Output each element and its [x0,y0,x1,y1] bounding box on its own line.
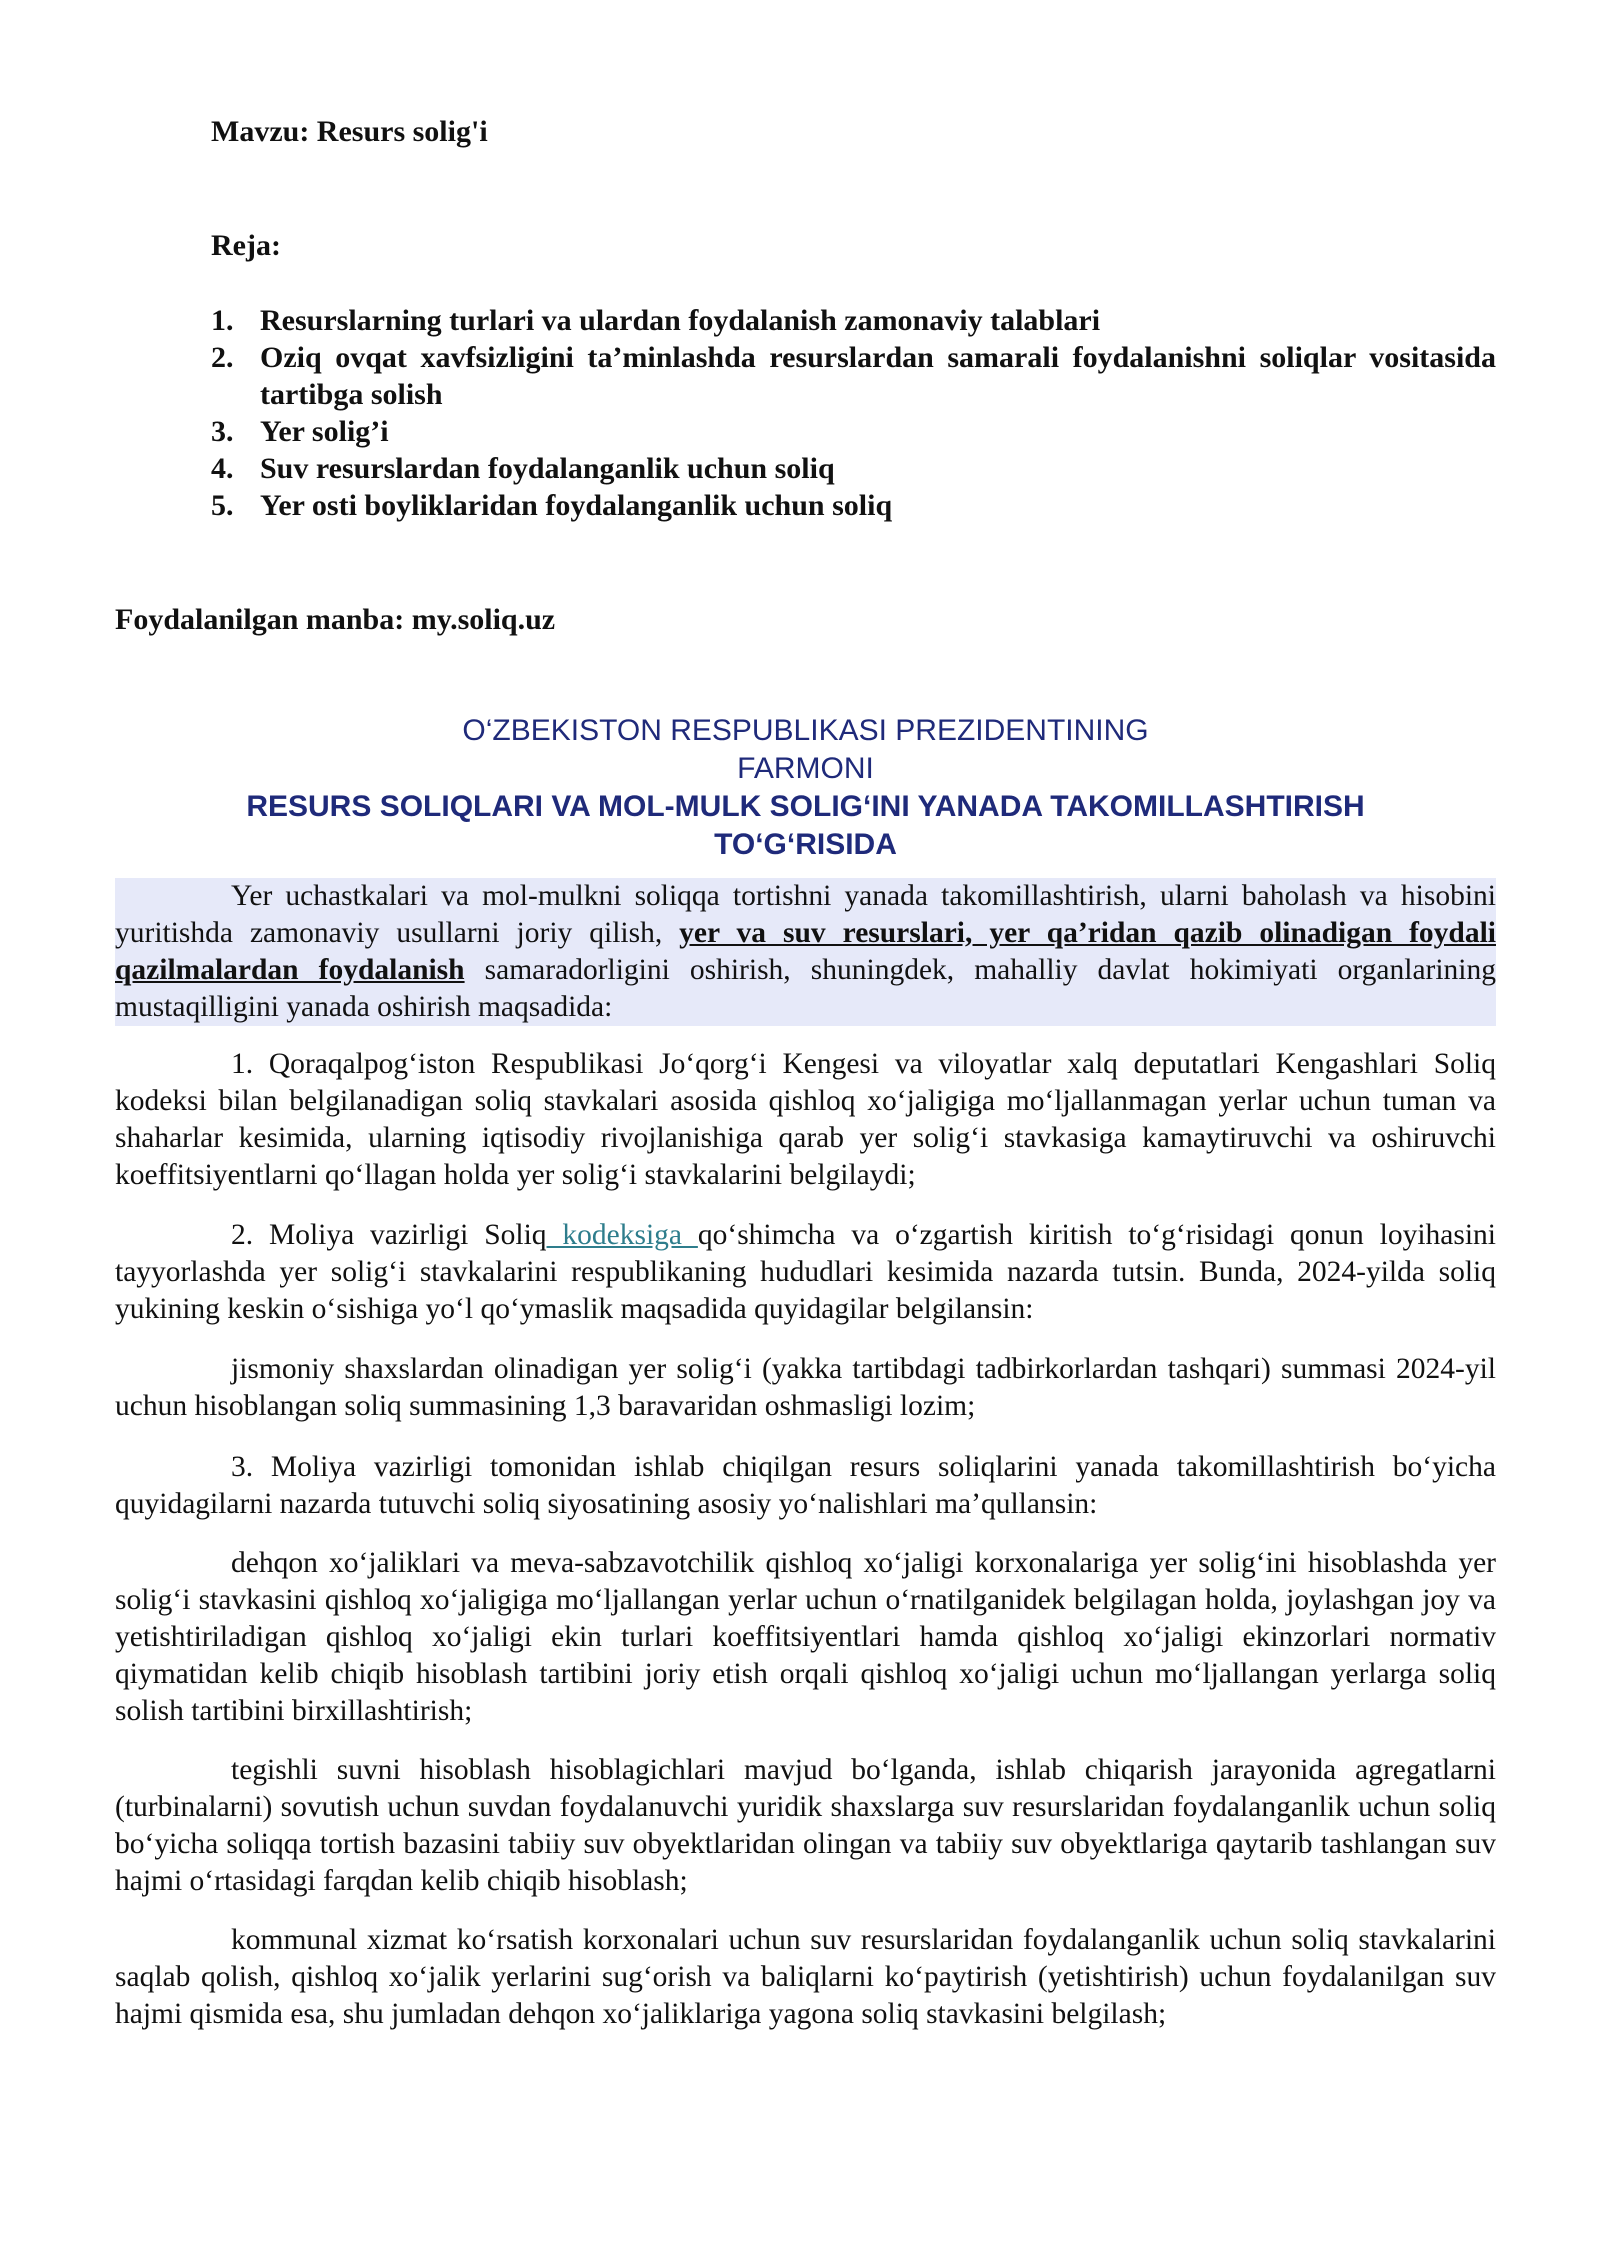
plan-item-text: Yer osti boyliklaridan foydalanganlik uchun soliq [260,489,893,522]
clause-3-item-2-text: tegishli suvni hisoblash hisoblagichlari mavjud bo‘lganda, ishlab chiqarish jarayonida agregatlarni (turbinalarni) sovutish uchun suvdan foydalanuvchi yuridik shaxslarga suv resurslaridan foydalanganlik uchun soliq bo‘yicha soliqqa tortish bazasini tabiiy suv obyektlaridan olingan va tabiiy suv obyektlariga qaytarib tashlangan suv hajmi o‘rtasidagi farqdan kelib chiqib hisoblash; [115,1754,1496,1897]
source-note: Foydalanilgan manba: my.soliq.uz [115,603,556,636]
decree-type: FARMONI [737,752,874,785]
clause-3-text: 3. Moliya vazirligi tomonidan ishlab chiqilgan resurs soliqlarini yanada takomillashtirish bo‘yicha quyidagilarni nazarda tutuvchi soliq siyosatining asosiy yo‘nalishlari ma’qullansin: [115,1451,1496,1520]
plan-heading: Reja: [211,229,281,262]
plan-item [211,302,1496,339]
plan-item-number: 5. [211,489,234,522]
clause-2-sub [115,1351,1496,1425]
plan-item-number: 1. [211,304,234,337]
intro-emphasis: yer va suv resurslari, yer qa’ridan qazib olinadigan foydali qazilmalardan foydalanish [115,917,1496,986]
plan-item-number: 3. [211,415,234,448]
intro-text-end: samaradorligini oshirish, shuningdek, mahalliy davlat hokimiyati organlarining mustaqilligini yanada oshirish maqsadida: [115,954,1497,1023]
clause-1 [115,1046,1496,1194]
tax-code-link[interactable]: kodeksiga [546,1219,698,1251]
clause-1-text: 1. Qoraqalpog‘iston Respublikasi Jo‘qorg‘i Kengesi va viloyatlar xalq deputatlari Kengashlari Soliq kodeksi bilan belgilanadigan soliq stavkalari asosida qishloq xo‘jaligiga mo‘ljallanmagan yerlar uchun tuman va shaharlar kesimida, ularning iqtisodiy rivojlanishiga qarab yer solig‘i stavkasiga kamaytiruvchi va oshiruvchi koeffitsiyentlarni qo‘llagan holda yer solig‘i stavkalarini belgilaydi; [115,1048,1496,1191]
clause-2 [115,1217,1496,1328]
clause-3-item-3 [115,1922,1496,2033]
plan-list [211,302,1496,524]
clause-2-sub-text: jismoniy shaxslardan olinadigan yer solig‘i (yakka tartibdagi tadbirkorlardan tashqari) summasi 2024-yil uchun hisoblangan soliq summasining 1,3 baravaridan oshmasligi lozim; [115,1353,1496,1422]
plan-item [211,413,1496,450]
clause-2-text-start: 2. Moliya vazirligi Soliq [231,1219,547,1251]
plan-item-number: 2. [211,341,234,374]
decree-issuer: O‘ZBEKISTON RESPUBLIKASI PREZIDENTINING [462,714,1149,747]
plan-item-text: Resurslarning turlari va ulardan foydalanish zamonaviy talablari [260,304,1101,337]
decree-heading [115,712,1496,864]
topic-title: Mavzu: Resurs solig'i [211,115,488,148]
plan-item [211,450,1496,487]
decree-title: RESURS SOLIQLARI VA MOL-MULK SOLIG‘INI YANADA TAKOMILLASHTIRISH [246,790,1365,823]
clause-2-text-end: qo‘shimcha va o‘zgartish kiritish to‘g‘risidagi qonun loyihasini tayyorlashda yer solig‘i stavkalarini respublikaning hududlari kesimida nazarda tutsin. Bunda, 2024-yilda soliq yukining keskin o‘sishiga yo‘l qo‘ymaslik maqsadida quyidagilar belgilansin: [115,1219,1496,1325]
intro-paragraph [115,878,1496,1026]
plan-item-number: 4. [211,452,234,485]
intro-text-start: Yer uchastkalari va mol-mulkni soliqqa tortishni yanada takomillashtirish, ularni baholash va hisobini yuritishda zamonaviy usullarni joriy qilish, [115,880,1496,949]
clause-3-item-2 [115,1752,1496,1900]
plan-item-text: Oziq ovqat xavfsizligini ta’minlashda resurslardan samarali foydalanishni soliqlar vositasida tartibga solish [260,341,1496,411]
plan-item-text: Yer solig’i [260,415,389,448]
plan-item [211,339,1496,413]
clause-3-item-1 [115,1545,1496,1730]
clause-3 [115,1449,1496,1523]
clause-3-item-1-text: dehqon xo‘jaliklari va meva-sabzavotchilik qishloq xo‘jaligi korxonalariga yer solig‘ini hisoblashda yer solig‘i stavkasini qishloq xo‘jaligiga mo‘ljallangan yerlar uchun o‘rnatilganidek belgilagan holda, joylashgan joy va yetishtiriladigan qishloq xo‘jaligi ekin turlari koeffitsiyentlari hamda qishloq xo‘jaligi ekinzorlari normativ qiymatidan kelib chiqib hisoblash tartibini joriy etish orqali qishloq xo‘jaligi uchun mo‘ljallangan yerlarga soliq solish tartibini birxillashtirish; [115,1547,1496,1727]
plan-item [211,487,1496,524]
clause-3-item-3-text: kommunal xizmat ko‘rsatish korxonalari uchun suv resurslaridan foydalanganlik uchun soliq stavkalarini saqlab qolish, qishloq xo‘jalik yerlarini sug‘orish va baliqlarni ko‘paytirish (yetishtirish) uchun foydalanilgan suv hajmi qismida esa, shu jumladan dehqon xo‘jaliklariga yagona soliq stavkasini belgilash; [115,1924,1496,2030]
plan-item-text: Suv resurslardan foydalanganlik uchun soliq [260,452,835,485]
decree-title-cont: TO‘G‘RISIDA [714,828,897,861]
